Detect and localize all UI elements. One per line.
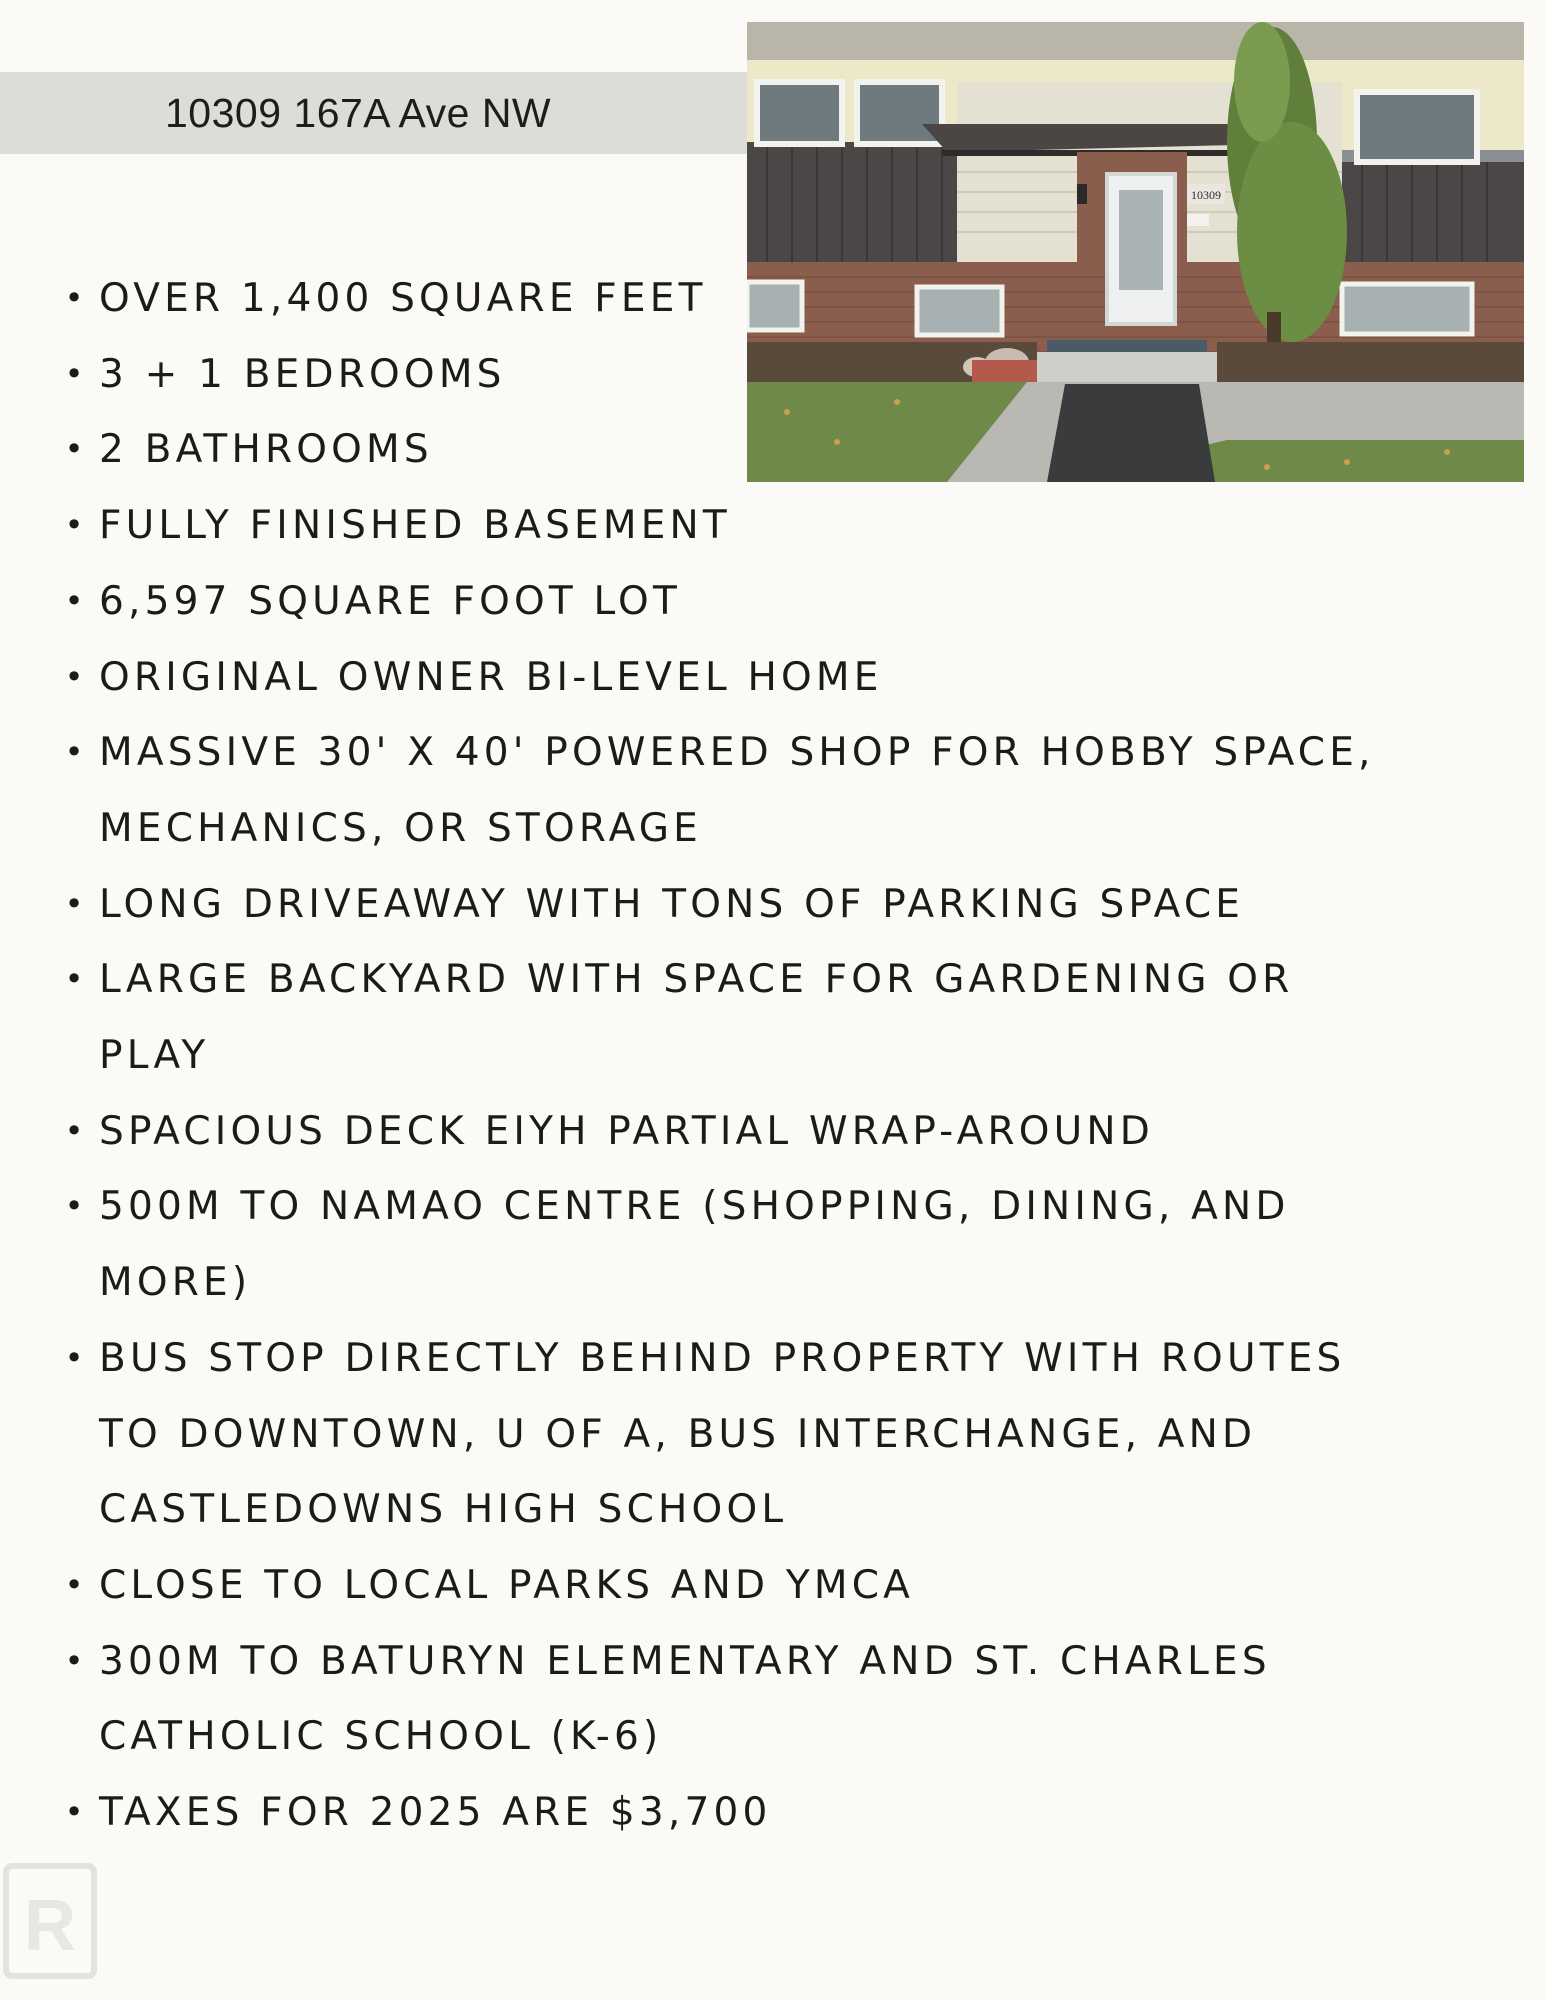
bullet: • — [64, 506, 84, 545]
feature-text: CLOSE TO LOCAL PARKS AND YMCA — [99, 1562, 915, 1608]
watermark-letter: R — [24, 1886, 76, 1966]
bullet: • — [64, 581, 84, 620]
feature-text: MASSIVE 30' X 40' POWERED SHOP FOR HOBBY SPACE, MECHANICS, OR STORAGE — [99, 730, 1375, 851]
feature-text: FULLY FINISHED BASEMENT — [99, 503, 731, 549]
bullet: • — [64, 430, 84, 469]
list-item — [58, 942, 1498, 1093]
list-item — [58, 261, 1498, 337]
list-item — [58, 1624, 1498, 1775]
feature-text: BUS STOP DIRECTLY BEHIND PROPERTY WITH ROUTES TO DOWNTOWN, U OF A, BUS INTERCHANGE, AND CASTLEDOWNS HIGH SCHOOL — [99, 1335, 1346, 1533]
bullet: • — [64, 1565, 84, 1604]
list-item — [58, 640, 1498, 716]
list-item — [58, 715, 1498, 866]
feature-text: 6,597 SQUARE FOOT LOT — [99, 578, 681, 624]
bullet: • — [64, 1111, 84, 1150]
feature-text: 500M TO NAMAO CENTRE (SHOPPING, DINING, AND MORE) — [99, 1184, 1290, 1306]
feature-text: ORIGINAL OWNER BI-LEVEL HOME — [99, 654, 883, 700]
feature-text: LONG DRIVEAWAY WITH TONS OF PARKING SPACE — [99, 881, 1245, 927]
feature-text: 2 BATHROOMS — [99, 427, 433, 473]
bullet: • — [64, 733, 84, 772]
bullet: • — [64, 1793, 84, 1832]
list-item — [58, 1775, 1498, 1851]
feature-text: TAXES FOR 2025 ARE $3,700 — [99, 1790, 772, 1836]
list-item — [58, 1321, 1498, 1548]
list-item — [58, 564, 1498, 640]
house-number-sign: 10309 — [1191, 188, 1221, 202]
list-item — [58, 1094, 1498, 1170]
bullet: • — [64, 884, 84, 923]
list-item — [58, 412, 1498, 488]
bullet: • — [64, 960, 84, 999]
list-item — [58, 1169, 1498, 1320]
feature-text: LARGE BACKYARD WITH SPACE FOR GARDENING OR PLAY — [99, 957, 1294, 1079]
features-list — [58, 261, 1498, 1851]
watermark-logo — [0, 1862, 100, 1982]
bullet: • — [64, 279, 84, 317]
bullet: • — [64, 1187, 84, 1226]
bullet: • — [64, 1338, 84, 1377]
bullet: • — [64, 354, 84, 393]
list-item — [58, 488, 1498, 564]
feature-text: 300M TO BATURYN ELEMENTARY AND ST. CHARLES CATHOLIC SCHOOL (K-6) — [99, 1638, 1271, 1760]
bullet: • — [64, 657, 84, 696]
address-title: 10309 167A Ave NW — [165, 90, 552, 136]
list-item — [58, 867, 1498, 943]
feature-text: SPACIOUS DECK EIYH PARTIAL WRAP-AROUND — [99, 1108, 1155, 1154]
list-item — [58, 1548, 1498, 1624]
feature-text: 3 + 1 BEDROOMS — [99, 351, 506, 397]
bullet: • — [64, 1641, 84, 1680]
feature-text: OVER 1,400 SQUARE FEET — [99, 276, 707, 321]
list-item — [58, 337, 1498, 413]
